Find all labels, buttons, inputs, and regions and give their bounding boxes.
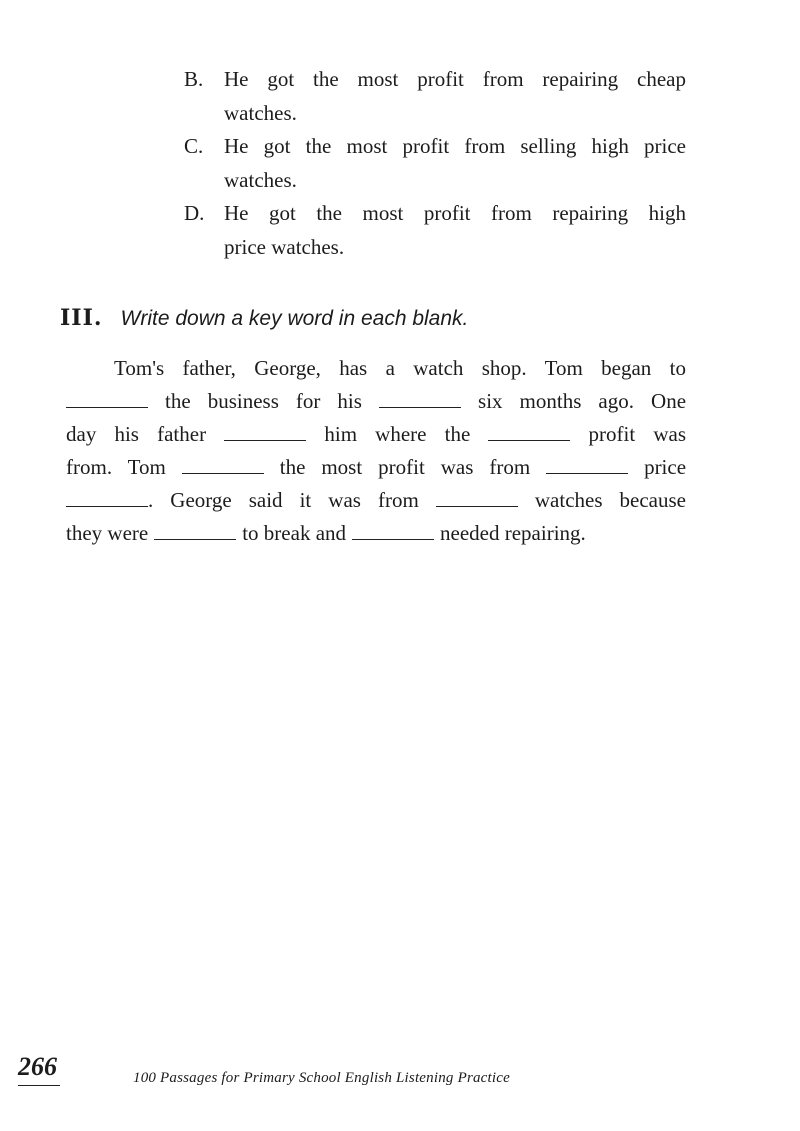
passage-text: six months ago. One xyxy=(478,389,687,413)
answer-blank[interactable] xyxy=(154,538,236,540)
option-text-line1: He got the most profit from repairing cheap xyxy=(224,67,686,91)
option-text-line1: He got the most profit from selling high price xyxy=(224,134,686,158)
passage-line xyxy=(66,517,686,550)
passage-line xyxy=(66,385,686,418)
section-number: III. xyxy=(60,305,103,331)
option-letter: D. xyxy=(184,201,205,225)
answer-blank[interactable] xyxy=(224,439,306,441)
passage-line xyxy=(66,484,686,517)
answer-blank[interactable] xyxy=(66,406,148,408)
answer-blank[interactable] xyxy=(379,406,461,408)
passage-text: day his father xyxy=(66,422,207,446)
page-number-rule xyxy=(18,1085,60,1086)
section-instruction: Write down a key word in each blank. xyxy=(120,307,469,330)
answer-blank[interactable] xyxy=(546,472,628,474)
answer-blank[interactable] xyxy=(352,538,434,540)
option-letter: B. xyxy=(184,67,204,91)
answer-blank[interactable] xyxy=(182,472,264,474)
book-title: 100 Passages for Primary School English Listening Practice xyxy=(133,1070,510,1086)
section-heading xyxy=(60,305,468,331)
passage-text: needed repairing. xyxy=(440,521,586,545)
answer-blank[interactable] xyxy=(66,505,148,507)
option-text-line2: watches. xyxy=(224,168,297,192)
option-text-line1: He got the most profit from repairing high xyxy=(224,201,686,225)
passage-text: price xyxy=(644,455,687,479)
passage-line xyxy=(114,352,686,385)
option-letter: C. xyxy=(184,134,204,158)
passage-line xyxy=(66,418,686,451)
passage-line xyxy=(66,451,686,484)
passage-text: the most profit was from xyxy=(279,455,531,479)
passage-text: to break and xyxy=(242,521,347,545)
option-text-line2: price watches. xyxy=(224,235,345,259)
passage-text: profit was xyxy=(588,422,686,446)
passage-text: . George said it was from xyxy=(148,488,419,512)
answer-blank[interactable] xyxy=(436,505,518,507)
passage-text: the business for his xyxy=(165,389,362,413)
passage-text: him where the xyxy=(324,422,471,446)
passage-text: from. Tom xyxy=(66,455,166,479)
page-number: 266 xyxy=(18,1052,57,1081)
passage-text: watches because xyxy=(534,488,686,512)
answer-blank[interactable] xyxy=(488,439,570,441)
passage-text: they were xyxy=(66,521,149,545)
option-text-line2: watches. xyxy=(224,101,297,125)
passage-text: Tom's father, George, has a watch shop. Tom began to xyxy=(114,356,686,380)
